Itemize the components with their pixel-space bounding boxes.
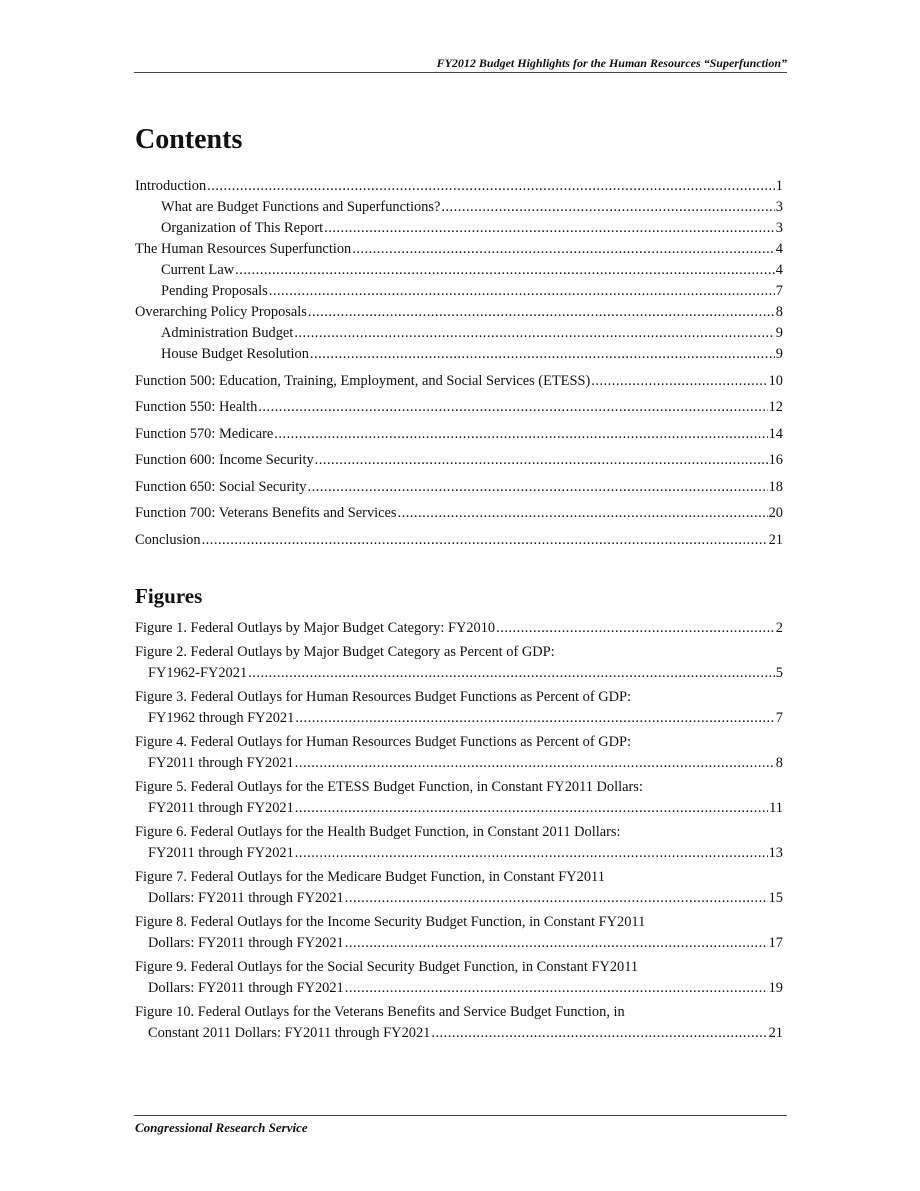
toc-entry-page: 4 [775,262,783,278]
figure-entry[interactable] [135,734,783,776]
toc-leader [431,1025,767,1042]
figure-label-cont: FY2011 through FY2021 [148,800,294,816]
toc-entry-label: Pending Proposals [161,283,268,299]
toc-entry[interactable] [135,505,783,526]
figure-label-cont: FY1962 through FY2021 [148,710,295,726]
toc-entry-label: Organization of This Report [161,220,324,236]
toc-entry-page: 12 [768,399,783,415]
figure-page: 15 [768,890,783,906]
figure-entry[interactable] [135,689,783,731]
figure-entry[interactable] [135,914,783,956]
figure-page: 11 [769,800,783,816]
toc-entry-page: 10 [768,372,783,389]
figure-line-cont [135,980,783,1001]
figure-entry[interactable] [135,1004,783,1046]
toc-leader [202,532,768,549]
figure-label: Figure 2. Federal Outlays by Major Budget Category as Percent of GDP: [135,644,555,660]
figure-label-cont: Dollars: FY2011 through FY2021 [148,980,344,996]
figure-line-cont [135,1025,783,1046]
figures-list [135,620,783,1049]
toc-entry-page: 18 [768,478,783,495]
toc-leader [295,845,768,862]
figure-line [135,779,783,800]
toc-leader [295,800,768,817]
running-header: FY2012 Budget Highlights for the Human Resources “Superfunction” [436,56,787,70]
figure-label: Figure 9. Federal Outlays for the Social Security Budget Function, in Constant FY2011 [135,959,639,975]
toc-leader [345,980,768,997]
figure-page: 17 [768,935,783,951]
figure-page: 2 [775,620,783,636]
figures-heading: Figures [135,584,203,608]
figure-page: 13 [768,845,783,861]
toc-leader [258,399,767,416]
figure-line-cont [135,710,783,731]
toc-entry-label: House Budget Resolution [161,346,309,362]
figure-line-cont [135,890,783,911]
figure-line [135,644,783,665]
toc-entry-label: Function 570: Medicare [135,425,274,442]
toc-entry[interactable] [135,479,783,500]
toc-entry-page: 9 [775,346,783,362]
toc-leader [496,620,775,637]
toc-leader [269,283,775,300]
toc-entry-label: Function 650: Social Security [135,478,307,495]
contents-heading: Contents [135,124,243,155]
toc-entry-page: 8 [775,304,783,320]
figure-page: 21 [768,1025,783,1041]
toc-leader [591,373,767,390]
figure-label-cont: Constant 2011 Dollars: FY2011 through FY2021 [148,1025,431,1041]
figure-line [135,1004,783,1025]
toc-entry-label: Function 550: Health [135,399,258,415]
figure-label: Figure 7. Federal Outlays for the Medicare Budget Function, in Constant FY2011 [135,869,605,885]
figure-page: 5 [775,665,783,681]
figure-entry[interactable] [135,869,783,911]
figure-line [135,914,783,935]
toc-entry-page: 3 [775,220,783,236]
figure-label-cont: FY1962-FY2021 [148,665,248,681]
figure-line [135,824,783,845]
toc-entry-page: 21 [768,531,783,548]
toc-leader [398,505,768,522]
figure-label: Figure 4. Federal Outlays for Human Resources Budget Functions as Percent of GDP: [135,734,631,750]
toc-entry-label: What are Budget Functions and Superfunctions? [161,199,441,215]
toc-entry-label: Overarching Policy Proposals [135,304,307,320]
toc-leader [308,304,775,321]
toc-entry-label: Administration Budget [161,325,294,341]
toc-entry[interactable] [135,262,783,283]
toc-entry-label: The Human Resources Superfunction [135,241,352,257]
toc-leader [294,325,774,342]
toc-entry-label: Function 500: Education, Training, Employment, and Social Services (ETESS) [135,372,591,389]
header-divider [134,72,787,73]
toc-entry[interactable] [135,178,783,199]
toc-entry[interactable] [135,199,783,220]
toc-entry[interactable] [135,452,783,473]
toc-entry[interactable] [135,241,783,262]
figure-entry[interactable] [135,959,783,1001]
toc-entry-page: 3 [775,199,783,215]
figure-line-cont [135,665,783,686]
toc-entry-page: 14 [768,425,783,442]
toc-entry[interactable] [135,304,783,325]
figure-label: Figure 6. Federal Outlays for the Health Budget Function, in Constant 2011 Dollars: [135,824,621,840]
toc-entry-page: 20 [768,505,783,521]
toc-entry-page: 1 [775,178,783,194]
toc-entry[interactable] [135,532,783,553]
toc-entry-label: Function 600: Income Security [135,452,314,468]
toc-entry[interactable] [135,399,783,420]
toc-leader [352,241,775,258]
figure-label: Figure 10. Federal Outlays for the Veterans Benefits and Service Budget Function, in [135,1004,625,1020]
toc-entry-page: 16 [768,452,783,468]
figure-entry[interactable] [135,620,783,641]
toc-entry[interactable] [135,346,783,367]
footer-divider [134,1115,787,1116]
figure-line [135,734,783,755]
figure-label: Figure 3. Federal Outlays for Human Resources Budget Functions as Percent of GDP: [135,689,631,705]
toc-leader [324,220,775,237]
toc-entry[interactable] [135,325,783,346]
toc-entry-page: 7 [775,283,783,299]
toc-entry-page: 4 [775,241,783,257]
toc-leader [310,346,775,363]
figure-label-cont: Dollars: FY2011 through FY2021 [148,890,344,906]
toc-leader [274,426,767,443]
figure-line-cont [135,800,783,821]
figure-entry[interactable] [135,824,783,866]
figure-line [135,959,783,980]
figure-line-cont [135,755,783,776]
figure-entry[interactable] [135,779,783,821]
toc-leader [307,479,767,496]
figure-label: Figure 5. Federal Outlays for the ETESS Budget Function, in Constant FY2011 Dollars: [135,779,643,795]
toc-leader [345,935,768,952]
figure-line-cont [135,845,783,866]
figure-page: 7 [775,710,783,726]
figure-label: Figure 1. Federal Outlays by Major Budget Category: FY2010 [135,620,496,636]
toc-leader [248,665,775,682]
toc-entry-page: 9 [775,325,783,341]
figure-line [135,869,783,890]
toc-leader [295,710,774,727]
toc-entry[interactable] [135,373,783,394]
figure-page: 19 [768,980,783,996]
figure-page: 8 [775,755,783,771]
toc-leader [441,199,774,216]
figure-label-cont: FY2011 through FY2021 [148,845,294,861]
toc-entry-label: Conclusion [135,531,201,548]
toc-entry-label: Current Law [161,262,235,278]
figure-line [135,689,783,710]
figure-label-cont: Dollars: FY2011 through FY2021 [148,935,344,951]
figure-entry[interactable] [135,644,783,686]
contents-list [135,178,783,553]
figure-label-cont: FY2011 through FY2021 [148,755,294,771]
toc-leader [207,178,775,195]
toc-entry[interactable] [135,426,783,447]
toc-entry[interactable] [135,283,783,304]
figure-line [135,620,783,641]
toc-leader [315,452,768,469]
toc-entry-label: Function 700: Veterans Benefits and Services [135,505,397,521]
toc-entry[interactable] [135,220,783,241]
footer-text: Congressional Research Service [135,1120,308,1135]
toc-entry-label: Introduction [135,178,207,194]
toc-leader [345,890,768,907]
figure-line-cont [135,935,783,956]
figure-label: Figure 8. Federal Outlays for the Income Security Budget Function, in Constant FY2011 [135,914,646,930]
toc-leader [295,755,775,772]
toc-leader [235,262,775,279]
